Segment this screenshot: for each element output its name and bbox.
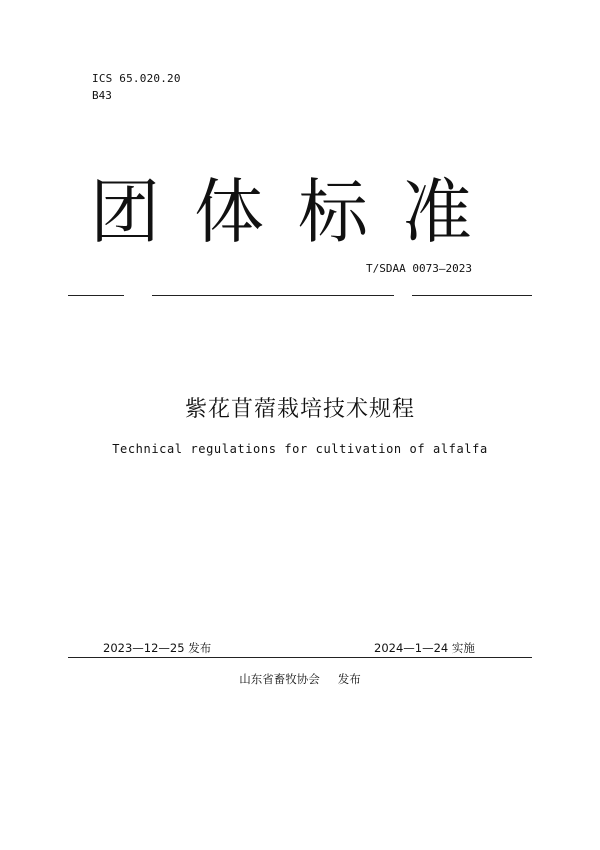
divider-gap	[124, 293, 152, 298]
publisher-line	[0, 671, 600, 687]
publish-label: 发布	[337, 672, 361, 686]
issue-date: 2023—12—25 发布	[103, 641, 212, 655]
publisher-name: 山东省畜牧协会	[239, 672, 320, 686]
footer-divider	[68, 657, 532, 658]
document-title-cn: 紫花苜蓿栽培技术规程	[184, 397, 415, 422]
divider-gap	[394, 293, 412, 298]
document-title-en: Technical regulations for cultivation of alfalfa	[112, 442, 488, 456]
standard-type-title: 团体标准	[90, 171, 506, 253]
ccs-code: B43	[92, 89, 112, 102]
ics-code: ICS 65.020.20	[92, 72, 181, 85]
standard-number: T/SDAA 0073—2023	[366, 262, 472, 275]
implementation-date: 2024—1—24 实施	[374, 641, 475, 655]
